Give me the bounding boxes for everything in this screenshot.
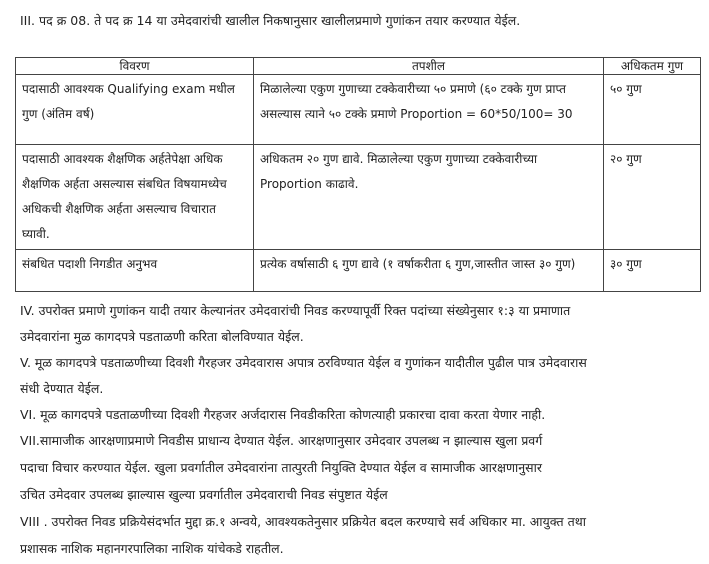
table-header-row <box>16 58 701 75</box>
section-heading: III. पद क्र 08. ते पद क्र 14 या उमेदवारांची खालील निकषानुसार खालीलप्रमाणे गुणांकन तयार करण्यात येईल. <box>20 13 521 28</box>
paragraph-v-line-1: V. मूळ कागदपत्रे पडताळणीच्या दिवशी गैरहजर उमेदवारास अपात्र ठरविण्यात येईल व गुणांकन यादीतील पुढील पात्र उमेदवारास <box>20 355 587 370</box>
paragraph-vii-line-1: VII.सामाजीक आरक्षणाप्रमाणे निवडीस प्राधान्य देण्यात येईल. आरक्षणानुसार उमेदवार उपलब्ध न झाल्यास खुला प्रवर्ग <box>20 433 543 448</box>
cell-description: पदासाठी आवश्यक Qualifying exam मधील गुण (अंतिम वर्ष) <box>16 75 254 145</box>
paragraph-vii-line-3: उचित उमेदवार उपलब्ध झाल्यास खुल्या प्रवर्गातील उमेदवाराची निवड संपुष्टात येईल <box>20 487 388 502</box>
cell-details: प्रत्येक वर्षासाठी ६ गुण द्यावे (१ वर्षाकरीता ६ गुण,जास्तीत जास्त ३० गुण) <box>254 250 604 292</box>
paragraph-v-line-2: संधी देण्यात येईल. <box>20 381 104 396</box>
header-details: तपशील <box>254 58 604 75</box>
paragraph-vi: VI. मूळ कागदपत्रे पडताळणीच्या दिवशी गैरहजर अर्जदारास निवडीकरिता कोणत्याही प्रकारचा दावा करता येणार नाही. <box>20 407 546 422</box>
cell-max-marks: २० गुण <box>604 145 701 250</box>
header-description: विवरण <box>16 58 254 75</box>
paragraph-iv-line-2: उमेदवारांना मुळ कागदपत्रे पडताळणी करिता बोलविण्यात येईल. <box>20 329 304 344</box>
table-row <box>16 75 701 145</box>
paragraph-viii-line-2: प्रशासक नाशिक महानगरपालिका नाशिक यांचेकडे राहतील. <box>20 541 284 556</box>
cell-max-marks: ५० गुण <box>604 75 701 145</box>
cell-description: संबधित पदाशी निगडीत अनुभव <box>16 250 254 292</box>
cell-details: मिळालेल्या एकुण गुणाच्या टक्केवारीच्या ५० प्रमाणे (६० टक्के गुण प्राप्त असल्यास त्याने ५० टक्के प्रमाणे Proportion = 60*50/100= 30 <box>254 75 604 145</box>
cell-max-marks: ३० गुण <box>604 250 701 292</box>
cell-details: अधिकतम २० गुण द्यावे. मिळालेल्या एकुण गुणाच्या टक्केवारीच्या Proportion काढावे. <box>254 145 604 250</box>
table-row <box>16 250 701 292</box>
scoring-table <box>15 57 701 292</box>
paragraph-vii-line-2: पदाचा विचार करण्यात येईल. खुला प्रवर्गातील उमेदवारांना तात्पुरती नियुक्ति देण्यात येईल व सामाजीक आरक्षणानुसार <box>20 460 542 475</box>
paragraph-viii-line-1: VIII . उपरोक्त निवड प्रक्रियेसंदर्भात मुद्दा क्र.१ अन्वये, आवश्यकतेनुसार प्रक्रियेत बदल करण्याचे सर्व अधिकार मा. आयुक्त तथा <box>20 514 586 529</box>
paragraph-iv-line-1: IV. उपरोक्त प्रमाणे गुणांकन यादी तयार केल्यानंतर उमेदवारांची निवड करण्यापूर्वी रिक्त पदांच्या संख्येनुसार १:३ या प्रमाणात <box>20 303 571 318</box>
table-row <box>16 145 701 250</box>
header-max-marks: अधिकतम गुण <box>604 58 701 75</box>
cell-description: पदासाठी आवश्यक शैक्षणिक अर्हतेपेक्षा अधिक शैक्षणिक अर्हता असल्यास संबधित विषयामध्येच अधिकची शैक्षणिक अर्हता असल्याच विचारात घ्यावी. <box>16 145 254 250</box>
